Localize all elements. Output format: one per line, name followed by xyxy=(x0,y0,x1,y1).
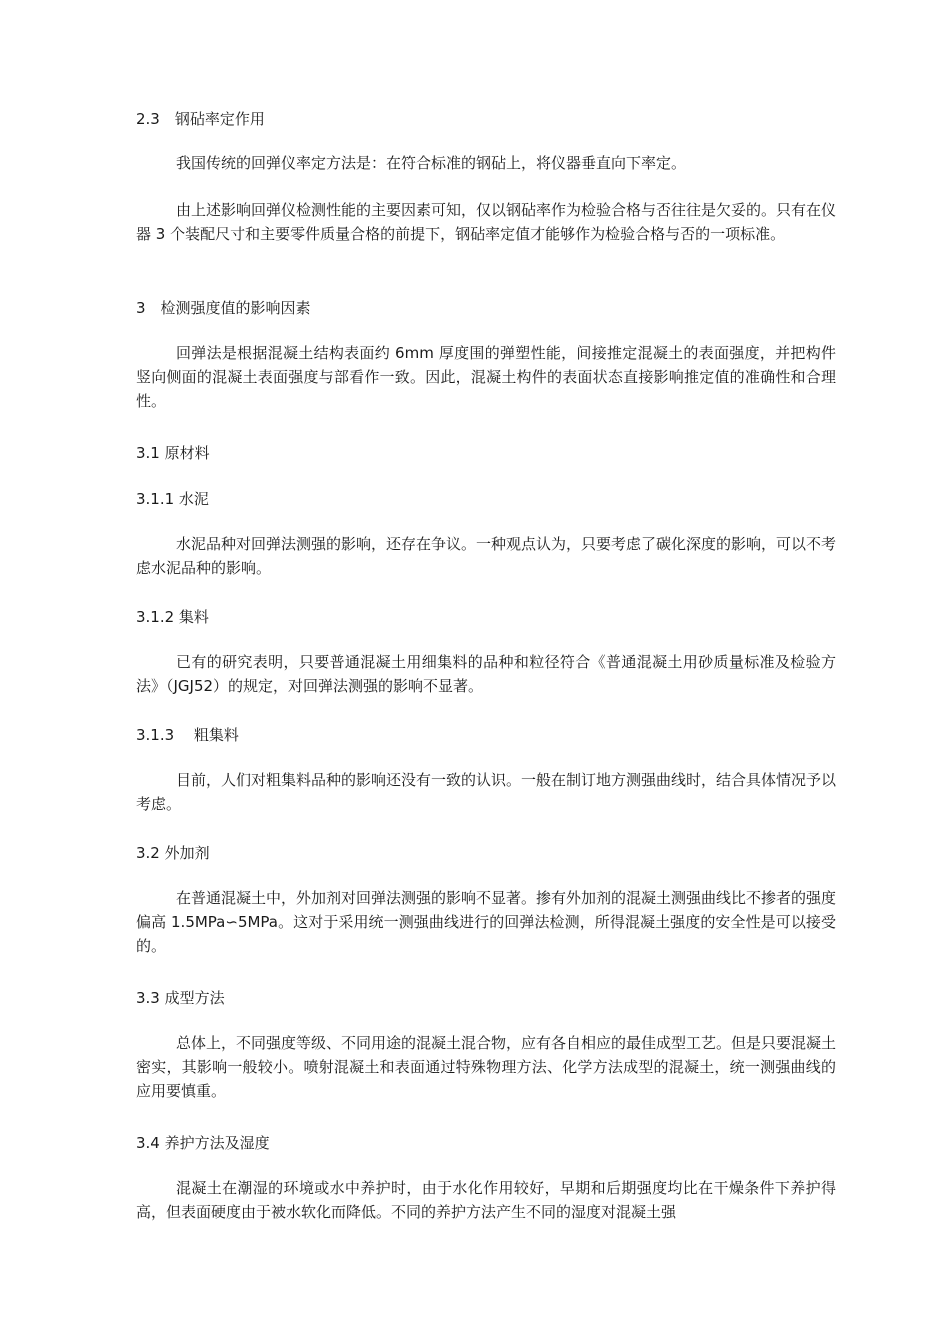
paragraph: 水泥品种对回弹法测强的影响，还存在争议。一种观点认为，只要考虑了碳化深度的影响，可以不考虑水泥品种的影响。 xyxy=(136,535,837,577)
paragraph: 在普通混凝土中，外加剂对回弹法测强的影响不显著。掺有外加剂的混凝土测强曲线比不掺者的强度偏高 1.5MPa∽5MPa。这对于采用统一测强曲线进行的回弹法检测，所得混凝土强度的安全性是可以接受的。 xyxy=(136,889,837,955)
section-heading-3-1-2: 3.1.2 集料 xyxy=(136,608,209,626)
section-heading-3-1: 3.1 原材料 xyxy=(136,444,210,462)
section-heading-3-1-3: 3.1.3 粗集料 xyxy=(136,726,239,744)
paragraph: 由上述影响回弹仪检测性能的主要因素可知，仅以钢砧率作为检验合格与否往往是欠妥的。只有在仪器 3 个装配尺寸和主要零件质量合格的前提下，钢砧率定值才能够作为检验合格与否的一项标准。 xyxy=(136,201,837,243)
section-heading-2-3: 2.3 钢砧率定作用 xyxy=(136,110,265,128)
section-heading-3-2: 3.2 外加剂 xyxy=(136,844,210,862)
paragraph: 混凝土在潮湿的环境或水中养护时，由于水化作用较好，早期和后期强度均比在干燥条件下养护得高，但表面硬度由于被水软化而降低。不同的养护方法产生不同的湿度对混凝土强 xyxy=(136,1179,836,1221)
section-heading-3-4: 3.4 养护方法及湿度 xyxy=(136,1134,270,1152)
paragraph: 已有的研究表明，只要普通混凝土用细集料的品种和粒径符合《普通混凝土用砂质量标准及检验方法》（JGJ52）的规定，对回弹法测强的影响不显著。 xyxy=(136,653,836,695)
paragraph: 回弹法是根据混凝土结构表面约 6mm 厚度围的弹塑性能，间接推定混凝土的表面强度，并把构件竖向侧面的混凝土表面强度与部看作一致。因此，混凝土构件的表面状态直接影响推定值的准确性和合理性。 xyxy=(136,344,836,410)
section-heading-3-1-1: 3.1.1 水泥 xyxy=(136,490,209,508)
paragraph: 我国传统的回弹仪率定方法是：在符合标准的钢砧上，将仪器垂直向下率定。 xyxy=(176,154,687,172)
section-heading-3: 3 检测强度值的影响因素 xyxy=(136,299,311,317)
paragraph: 总体上，不同强度等级、不同用途的混凝土混合物，应有各自相应的最佳成型工艺。但是只要混凝土密实，其影响一般较小。喷射混凝土和表面通过特殊物理方法、化学方法成型的混凝土，统一测强曲线的应用要慎重。 xyxy=(136,1034,837,1100)
section-heading-3-3: 3.3 成型方法 xyxy=(136,989,225,1007)
paragraph: 目前，人们对粗集料品种的影响还没有一致的认识。一般在制订地方测强曲线时，结合具体情况予以考虑。 xyxy=(136,771,837,813)
